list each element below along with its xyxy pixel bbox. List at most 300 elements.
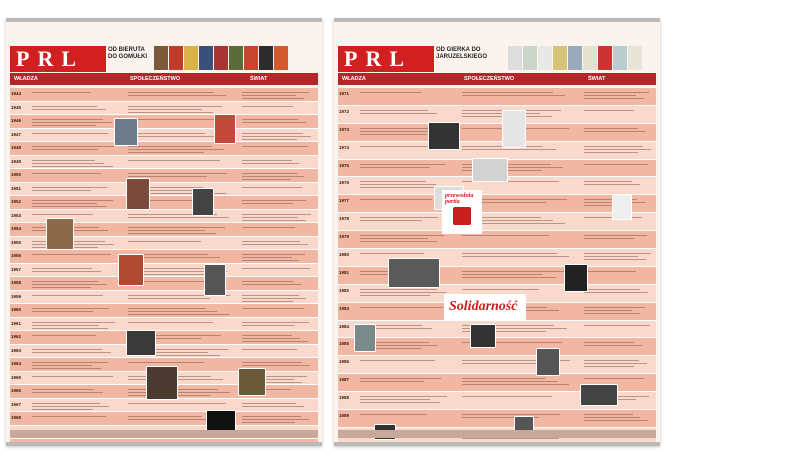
text-line xyxy=(32,352,111,353)
timeline-cell xyxy=(584,90,652,103)
year-label: 1949 xyxy=(11,158,22,164)
timeline-cell xyxy=(32,414,116,423)
text-line xyxy=(242,365,310,366)
timeline-row xyxy=(10,304,318,318)
timeline-cell xyxy=(584,233,652,246)
text-line xyxy=(242,419,309,420)
header-photo xyxy=(259,46,273,70)
year-label: 1975 xyxy=(339,162,350,168)
header-photo xyxy=(523,46,537,70)
timeline-row xyxy=(338,267,656,285)
timeline-row xyxy=(338,142,656,160)
text-line xyxy=(584,149,651,150)
timeline-cell xyxy=(242,117,312,126)
timeline-cell xyxy=(584,179,652,192)
timeline-cell xyxy=(32,333,116,342)
year-label: 1946 xyxy=(11,118,22,124)
text-line xyxy=(242,349,297,350)
text-line xyxy=(32,173,101,174)
timeline-cell xyxy=(360,215,448,228)
text-line xyxy=(360,241,437,242)
year-label: 1955 xyxy=(11,239,22,245)
timeline-cell xyxy=(128,225,232,234)
text-line xyxy=(128,112,213,113)
year-label: 1973 xyxy=(339,126,350,132)
timeline-cell xyxy=(360,412,448,425)
timeline-cell xyxy=(128,104,232,113)
text-line xyxy=(128,146,212,147)
text-line xyxy=(32,308,109,309)
timeline-rows xyxy=(338,88,656,426)
text-line xyxy=(242,308,304,309)
text-line xyxy=(462,381,557,382)
timeline-row xyxy=(338,249,656,267)
timeline-row xyxy=(338,213,656,231)
text-line xyxy=(360,199,432,200)
timeline-cell xyxy=(584,340,652,353)
timeline-cell xyxy=(242,171,312,180)
header-photo-strip xyxy=(508,46,642,70)
year-label: 1979 xyxy=(339,234,350,240)
text-line xyxy=(128,233,216,234)
timeline-cell xyxy=(360,287,448,300)
archival-photo xyxy=(536,348,560,376)
text-line xyxy=(242,133,303,134)
timeline-cell xyxy=(32,374,116,383)
text-line xyxy=(242,187,302,188)
timeline-cell xyxy=(128,306,232,315)
text-line xyxy=(584,152,638,153)
text-line xyxy=(242,214,311,215)
text-line xyxy=(128,392,230,393)
text-line xyxy=(360,295,430,296)
text-line xyxy=(128,106,222,107)
text-line xyxy=(32,409,93,410)
poster-right xyxy=(334,18,660,446)
text-line xyxy=(32,106,97,107)
timeline-cell xyxy=(242,252,312,261)
text-line xyxy=(584,360,639,361)
poster-left xyxy=(6,18,322,446)
timeline-cell xyxy=(32,387,116,396)
text-line xyxy=(242,98,304,99)
timeline-cell xyxy=(242,293,312,302)
year-label: 1988 xyxy=(339,395,350,401)
timeline-cell xyxy=(32,360,116,369)
text-line xyxy=(32,406,109,407)
text-line xyxy=(242,268,310,269)
year-label: 1967 xyxy=(11,401,22,407)
text-line xyxy=(360,167,430,168)
header-photo xyxy=(568,46,582,70)
text-line xyxy=(242,227,295,228)
text-line xyxy=(32,122,112,123)
poster-subtitle: OD GIERKA DO JARUZELSKIEGO xyxy=(436,47,488,60)
timeline-cell xyxy=(360,394,448,407)
party-logo xyxy=(442,190,482,234)
text-line xyxy=(128,314,229,315)
timeline-cell xyxy=(32,131,116,140)
text-line xyxy=(128,152,204,153)
timeline-cell xyxy=(584,305,652,318)
text-line xyxy=(242,200,306,201)
text-line xyxy=(32,335,96,336)
text-line xyxy=(360,184,436,185)
text-line xyxy=(32,416,106,417)
timeline-row xyxy=(10,345,318,359)
text-line xyxy=(462,256,569,257)
party-logo-text: przewodnia partia xyxy=(445,193,474,205)
text-line xyxy=(360,238,428,239)
timeline-cell xyxy=(462,251,572,264)
timeline-cell xyxy=(128,401,232,410)
column-label-world: ŚWIAT xyxy=(588,76,606,82)
timeline-cell xyxy=(360,233,448,246)
timeline-cell xyxy=(462,269,572,282)
text-line xyxy=(584,325,650,326)
archival-photo xyxy=(428,122,460,150)
timeline-cell xyxy=(360,376,448,389)
timeline-cell xyxy=(32,225,116,234)
timeline-row xyxy=(338,356,656,374)
text-line xyxy=(584,181,632,182)
text-line xyxy=(360,92,422,93)
timeline-row xyxy=(10,115,318,129)
hanging-rail-bottom xyxy=(334,442,660,446)
text-line xyxy=(462,396,552,397)
text-line xyxy=(32,295,103,296)
timeline-cell xyxy=(242,104,312,113)
timeline-cell xyxy=(242,401,312,410)
timeline-cell xyxy=(242,131,312,140)
text-line xyxy=(242,179,291,180)
text-line xyxy=(584,238,634,239)
text-line xyxy=(360,134,427,135)
timeline-cell xyxy=(128,158,232,167)
archival-photo xyxy=(354,324,376,352)
timeline-cell xyxy=(128,239,232,248)
timeline-cell xyxy=(128,374,232,383)
text-line xyxy=(32,325,99,326)
text-line xyxy=(128,298,210,299)
archival-photo xyxy=(192,188,214,216)
timeline-cell xyxy=(360,108,448,121)
party-logo-mark xyxy=(453,207,471,225)
timeline-cell xyxy=(242,158,312,167)
header-photo-strip xyxy=(154,46,288,70)
archival-photo xyxy=(612,194,632,220)
timeline-cell xyxy=(32,158,116,167)
archival-photo xyxy=(580,384,618,406)
text-line xyxy=(242,160,292,161)
year-label: 1971 xyxy=(339,91,350,96)
year-label: 1950 xyxy=(11,172,22,178)
column-label-society: SPOŁECZEŃSTWO xyxy=(130,76,181,82)
text-line xyxy=(242,362,302,363)
hanging-rail-top xyxy=(6,18,322,22)
archival-poster xyxy=(214,114,236,144)
year-label: 1981 xyxy=(339,269,350,275)
text-line xyxy=(242,139,297,140)
year-label: 1978 xyxy=(339,216,350,222)
timeline-cell xyxy=(32,117,116,126)
header-photo xyxy=(154,46,168,70)
text-line xyxy=(128,95,226,96)
text-line xyxy=(462,253,557,254)
timeline-cell xyxy=(32,212,116,221)
timeline-cell xyxy=(128,320,232,329)
text-line xyxy=(32,146,114,147)
timeline-cell xyxy=(32,293,116,302)
archival-photo xyxy=(388,258,440,288)
timeline-row xyxy=(10,331,318,345)
text-line xyxy=(360,113,437,114)
archival-photo xyxy=(126,178,150,210)
timeline-cell xyxy=(32,171,116,180)
text-line xyxy=(242,298,306,299)
year-label: 1951 xyxy=(11,185,22,191)
timeline-row xyxy=(338,231,656,249)
timeline-cell xyxy=(462,376,572,389)
text-line xyxy=(360,110,428,111)
text-line xyxy=(584,313,640,314)
timeline-row xyxy=(10,399,318,413)
text-line xyxy=(32,362,108,363)
text-line xyxy=(584,417,640,418)
header-photo xyxy=(583,46,597,70)
text-line xyxy=(462,384,569,385)
column-label-power: WŁADZA xyxy=(14,76,38,82)
year-label: 1952 xyxy=(11,199,22,205)
text-line xyxy=(584,184,640,185)
text-line xyxy=(128,217,229,218)
year-label: 1964 xyxy=(11,361,22,367)
timeline-row xyxy=(10,291,318,305)
text-line xyxy=(584,420,648,421)
archival-photo xyxy=(564,264,588,292)
text-line xyxy=(32,92,91,93)
text-line xyxy=(128,149,224,150)
text-line xyxy=(360,164,446,165)
timeline-cell xyxy=(584,144,652,157)
text-line xyxy=(242,254,305,255)
text-line xyxy=(584,95,636,96)
year-label: 1960 xyxy=(11,307,22,313)
text-line xyxy=(32,190,91,191)
timeline-row xyxy=(10,318,318,332)
text-line xyxy=(128,230,205,231)
archival-photo xyxy=(472,158,508,182)
text-line xyxy=(242,257,292,258)
text-line xyxy=(242,173,297,174)
text-line xyxy=(462,149,556,150)
text-line xyxy=(584,259,646,260)
text-line xyxy=(360,292,446,293)
timeline-row xyxy=(10,183,318,197)
timeline-cell xyxy=(584,126,652,139)
timeline-cell xyxy=(32,347,116,356)
text-line xyxy=(360,187,445,188)
year-label: 1983 xyxy=(339,305,350,311)
timeline-cell xyxy=(462,233,572,246)
text-line xyxy=(32,349,102,350)
timeline-cell xyxy=(242,320,312,329)
timeline-cell xyxy=(242,212,312,221)
timeline-cell xyxy=(32,239,116,248)
timeline-cell xyxy=(128,90,232,99)
year-label: 1945 xyxy=(11,104,22,110)
timeline-row xyxy=(10,102,318,116)
timeline-row xyxy=(338,338,656,356)
text-line xyxy=(360,181,426,182)
poster-subtitle: OD BIERUTA DO GOMUŁKI xyxy=(108,47,147,60)
header-photo xyxy=(169,46,183,70)
text-line xyxy=(242,322,309,323)
prl-logo: PRL xyxy=(338,46,434,72)
text-line xyxy=(360,253,424,254)
text-line xyxy=(32,284,107,285)
text-line xyxy=(242,325,295,326)
text-line xyxy=(32,268,92,269)
text-line xyxy=(128,109,202,110)
timeline-cell xyxy=(32,252,116,261)
text-line xyxy=(242,335,292,336)
timeline-cell xyxy=(32,90,116,99)
text-line xyxy=(584,146,643,147)
text-line xyxy=(242,92,309,93)
text-line xyxy=(128,308,206,309)
timeline-row xyxy=(10,142,318,156)
timeline-cell xyxy=(242,90,312,99)
text-line xyxy=(128,133,205,134)
text-line xyxy=(128,419,213,420)
timeline-cell xyxy=(242,306,312,315)
text-line xyxy=(128,160,220,161)
text-line xyxy=(32,149,98,150)
text-line xyxy=(584,98,644,99)
text-line xyxy=(584,253,651,254)
timeline-cell xyxy=(360,90,448,103)
timeline-cell xyxy=(584,251,652,264)
archival-photo xyxy=(238,368,266,396)
timeline-cell xyxy=(242,239,312,248)
timeline-cell xyxy=(32,320,116,329)
timeline-cell xyxy=(32,144,116,153)
text-line xyxy=(32,368,101,369)
timeline-cell xyxy=(360,162,448,175)
header-photo xyxy=(214,46,228,70)
column-header-band xyxy=(10,73,318,85)
poster-header xyxy=(10,46,318,86)
text-line xyxy=(584,235,647,236)
text-line xyxy=(128,92,214,93)
text-line xyxy=(242,301,293,302)
text-line xyxy=(128,227,225,228)
header-photo xyxy=(553,46,567,70)
text-line xyxy=(32,163,104,164)
timeline-cell xyxy=(32,185,116,194)
timeline-row xyxy=(338,124,656,142)
archival-photo xyxy=(114,118,138,146)
text-line xyxy=(32,187,107,188)
text-line xyxy=(32,271,101,272)
timeline-row xyxy=(10,264,318,278)
timeline-cell xyxy=(242,198,312,207)
year-label: 1977 xyxy=(339,198,350,204)
timeline-row xyxy=(10,412,318,426)
header-photo xyxy=(229,46,243,70)
text-line xyxy=(32,287,91,288)
text-line xyxy=(584,345,642,346)
archival-photo xyxy=(204,264,226,296)
header-photo xyxy=(184,46,198,70)
timeline-cell xyxy=(584,323,652,336)
text-line xyxy=(32,365,92,366)
timeline-cell xyxy=(128,212,232,221)
text-line xyxy=(360,378,441,379)
year-label: 1968 xyxy=(11,415,22,421)
timeline-row xyxy=(10,250,318,264)
timeline-cell xyxy=(242,144,312,153)
text-line xyxy=(32,214,93,215)
text-line xyxy=(32,376,113,377)
year-label: 1982 xyxy=(339,287,350,293)
timeline-cell xyxy=(462,90,572,103)
text-line xyxy=(242,422,295,423)
timeline-cell xyxy=(360,358,448,371)
text-line xyxy=(360,128,434,129)
text-line xyxy=(242,220,306,221)
text-line xyxy=(32,200,113,201)
text-line xyxy=(32,254,111,255)
timeline-cell xyxy=(128,144,232,153)
text-line xyxy=(584,271,636,272)
text-line xyxy=(242,176,304,177)
text-line xyxy=(32,392,103,393)
header-photo xyxy=(538,46,552,70)
text-line xyxy=(32,166,113,167)
timeline-cell xyxy=(32,104,116,113)
text-line xyxy=(584,110,634,111)
text-line xyxy=(584,92,649,93)
text-line xyxy=(360,289,437,290)
year-label: 1958 xyxy=(11,280,22,286)
year-label: 1974 xyxy=(339,144,350,150)
header-photo xyxy=(199,46,213,70)
year-label: 1962 xyxy=(11,334,22,340)
archival-photo xyxy=(206,410,236,432)
timeline-cell xyxy=(32,198,116,207)
timeline-row xyxy=(10,156,318,170)
text-line xyxy=(360,399,430,400)
text-line xyxy=(584,366,634,367)
text-line xyxy=(242,203,293,204)
year-label: 1965 xyxy=(11,374,22,380)
text-line xyxy=(128,403,226,404)
text-line xyxy=(242,95,296,96)
year-label: 1980 xyxy=(339,252,350,258)
text-line xyxy=(462,271,564,272)
hanging-rail-top xyxy=(334,18,660,22)
text-line xyxy=(242,403,296,404)
text-line xyxy=(128,176,207,177)
text-line xyxy=(584,131,646,132)
text-line xyxy=(462,414,560,415)
year-label: 1956 xyxy=(11,253,22,259)
text-line xyxy=(128,136,216,137)
timeline-cell xyxy=(584,412,652,425)
year-label: 1961 xyxy=(11,320,22,326)
